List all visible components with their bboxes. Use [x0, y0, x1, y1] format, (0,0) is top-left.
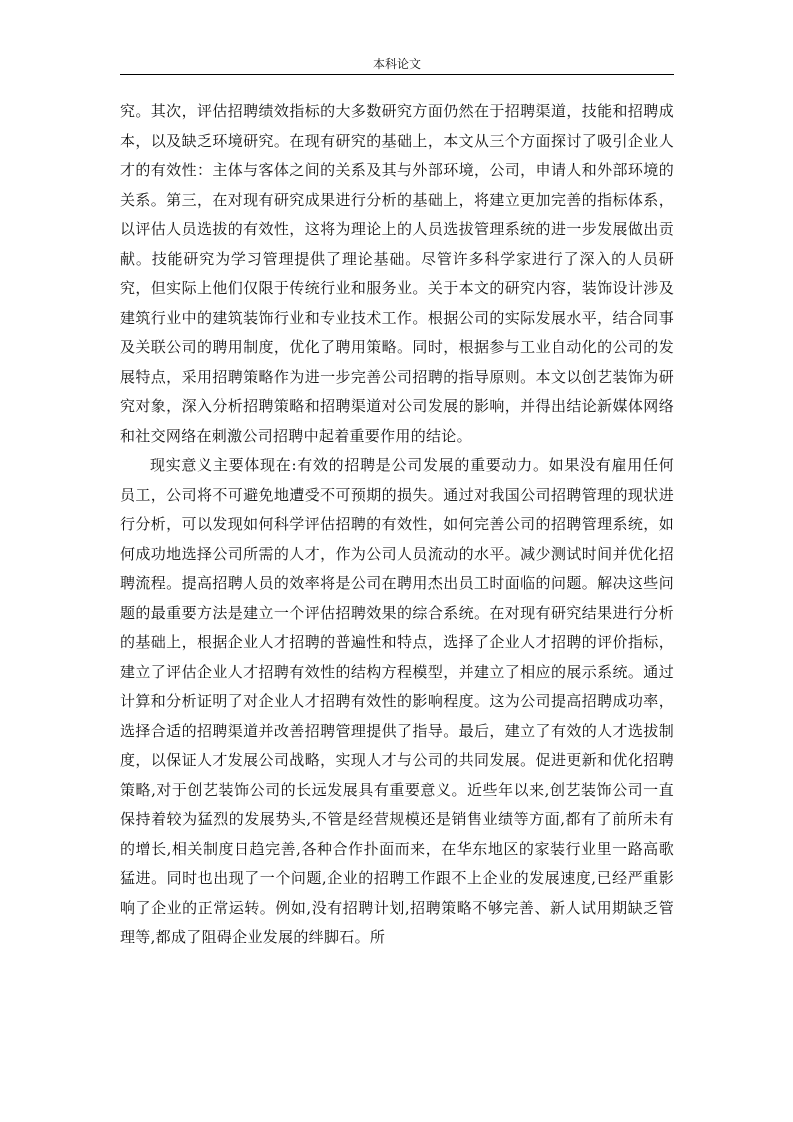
body-text	[120, 97, 674, 953]
paragraph-continued: 究。其次，评估招聘绩效指标的大多数研究方面仍然在于招聘渠道，技能和招聘成本，以及缺乏环境研究。在现有研究的基础上，本文从三个方面探讨了吸引企业人才的有效性：主体与客体之间的关系及其与外部环境，公司，申请人和外部环境的关系。第三，在对现有研究成果进行分析的基础上，将建立更加完善的指标体系，以评估人员选拔的有效性，这将为理论上的人员选拔管理系统的进一步发展做出贡献。技能研究为学习管理提供了理论基础。尽管许多科学家进行了深入的人员研究，但实际上他们仅限于传统行业和服务业。关于本文的研究内容，装饰设计涉及建筑行业中的建筑装饰行业和专业技术工作。根据公司的实际发展水平，结合同事及关联公司的聘用制度，优化了聘用策略。同时，根据参与工业自动化的公司的发展特点，采用招聘策略作为进一步完善公司招聘的指导原则。本文以创艺装饰为研究对象，深入分析招聘策略和招聘渠道对公司发展的影响，并得出结论新媒体网络和社交网络在刺激公司招聘中起着重要作用的结论。	[120, 102, 674, 445]
page-header	[120, 54, 674, 74]
header-divider	[120, 74, 674, 75]
header-title: 本科论文	[372, 57, 421, 71]
paragraph-practical-significance: 现实意义主要体现在:有效的招聘是公司发展的重要动力。如果没有雇用任何员工，公司将不可避免地遭受不可预期的损失。通过对我国公司招聘管理的现状进行分析，可以发现如何科学评估招聘的有效性，如何完善公司的招聘管理系统，如何成功地选择公司所需的人才，作为公司人员流动的水平。减少测试时间并优化招聘流程。提高招聘人员的效率将是公司在聘用杰出员工时面临的问题。解决这些问题的最重要方法是建立一个评估招聘效果的综合系统。在对现有研究结果进行分析的基础上，根据企业人才招聘的普遍性和特点，选择了企业人才招聘的评价指标，建立了评估企业人才招聘有效性的结构方程模型，并建立了相应的展示系统。通过计算和分析证明了对企业人才招聘有效性的影响程度。这为公司提高招聘成功率，选择合适的招聘渠道并改善招聘管理提供了指导。最后，建立了有效的人才选拔制度，以保证人才发展公司战略，实现人才与公司的共同发展。促进更新和优化招聘策略,对于创艺装饰公司的长远发展具有重要意义。近些年以来,创艺装饰公司一直保持着较为猛烈的发展势头,不管是经营规模还是销售业绩等方面,都有了前所未有的增长,相关制度日趋完善,各种合作扑面而来，在华东地区的家装行业里一路高歌猛进。同时也出现了一个问题,企业的招聘工作跟不上企业的发展速度,已经严重影响了企业的正常运转。例如,没有招聘计划,招聘策略不够完善、新人试用期缺乏管理等,都成了阻碍企业发展的绊脚石。所	[120, 456, 674, 946]
